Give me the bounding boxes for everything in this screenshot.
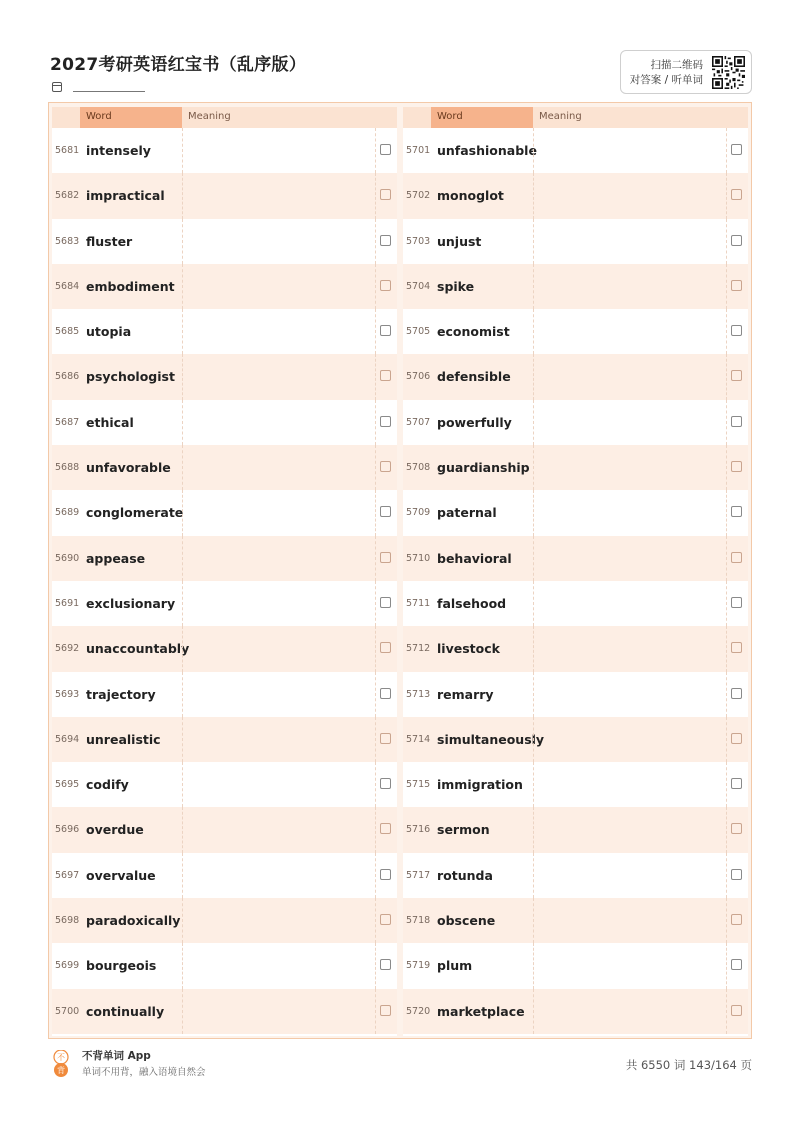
word-number: 5711	[406, 597, 431, 609]
meaning-divider	[533, 898, 534, 943]
memorized-checkbox[interactable]	[380, 235, 391, 246]
meaning-divider	[533, 309, 534, 354]
word-text: overdue	[86, 822, 144, 838]
word-number: 5718	[406, 915, 431, 927]
memorized-checkbox[interactable]	[731, 733, 742, 744]
memorized-checkbox[interactable]	[731, 325, 742, 336]
check-divider	[726, 853, 727, 898]
table-row	[403, 219, 748, 264]
table-row	[403, 807, 748, 852]
header-meaning: Meaning	[182, 107, 375, 128]
table-row	[52, 536, 397, 581]
meaning-divider	[533, 989, 534, 1034]
memorized-checkbox[interactable]	[731, 552, 742, 563]
table-row	[403, 400, 748, 445]
meaning-divider	[533, 853, 534, 898]
word-list-right	[403, 128, 748, 1034]
table-row	[52, 989, 397, 1034]
header-word: Word	[431, 107, 533, 128]
memorized-checkbox[interactable]	[380, 506, 391, 517]
word-number: 5712	[406, 643, 431, 655]
table-row	[403, 717, 748, 762]
table-row	[403, 536, 748, 581]
memorized-checkbox[interactable]	[380, 461, 391, 472]
meaning-divider	[533, 354, 534, 399]
memorized-checkbox[interactable]	[380, 778, 391, 789]
word-number: 5706	[406, 371, 431, 383]
header-word: Word	[80, 107, 182, 128]
meaning-divider	[182, 581, 183, 626]
check-divider	[375, 128, 376, 173]
table-row	[403, 490, 748, 535]
meaning-divider	[182, 989, 183, 1034]
meaning-divider	[182, 400, 183, 445]
memorized-checkbox[interactable]	[380, 597, 391, 608]
meaning-divider	[533, 173, 534, 218]
table-row	[52, 853, 397, 898]
meaning-divider	[182, 128, 183, 173]
check-divider	[726, 445, 727, 490]
check-divider	[726, 264, 727, 309]
word-text: rotunda	[437, 867, 493, 883]
meaning-divider	[182, 173, 183, 218]
word-text: simultaneously	[437, 731, 545, 747]
memorized-checkbox[interactable]	[380, 688, 391, 699]
meaning-divider	[182, 536, 183, 581]
word-text: fluster	[86, 233, 133, 249]
table-row	[52, 309, 397, 354]
memorized-checkbox[interactable]	[731, 688, 742, 699]
word-number: 5696	[55, 824, 80, 836]
memorized-checkbox[interactable]	[731, 370, 742, 381]
meaning-divider	[533, 581, 534, 626]
word-text: paradoxically	[86, 913, 181, 929]
table-row	[52, 354, 397, 399]
check-divider	[726, 128, 727, 173]
check-divider	[726, 354, 727, 399]
qr-code-icon[interactable]	[712, 56, 745, 89]
word-text: unfashionable	[437, 143, 537, 158]
check-divider	[375, 219, 376, 264]
word-text: defensible	[437, 369, 511, 385]
memorized-checkbox[interactable]	[731, 869, 742, 880]
word-number: 5716	[406, 824, 431, 836]
calendar-icon	[52, 82, 62, 92]
memorized-checkbox[interactable]	[380, 144, 391, 155]
meaning-divider	[182, 943, 183, 988]
check-divider	[726, 309, 727, 354]
word-text: codify	[86, 777, 129, 793]
header-number-cell	[403, 107, 431, 128]
memorized-checkbox[interactable]	[380, 642, 391, 653]
table-row	[52, 128, 397, 173]
table-row	[52, 762, 397, 807]
word-text: conglomerate	[86, 505, 184, 521]
memorized-checkbox[interactable]	[380, 823, 391, 834]
meaning-divider	[533, 264, 534, 309]
meaning-divider	[533, 943, 534, 988]
meaning-divider	[533, 490, 534, 535]
table-row	[403, 445, 748, 490]
word-text: trajectory	[86, 686, 156, 702]
memorized-checkbox[interactable]	[731, 506, 742, 517]
qr-caption-line2: 对答案 / 听单词	[629, 74, 703, 86]
vocabulary-panel-left	[52, 107, 397, 1036]
word-number: 5692	[55, 643, 80, 655]
check-divider	[726, 807, 727, 852]
meaning-divider	[182, 309, 183, 354]
table-row	[52, 490, 397, 535]
meaning-divider	[182, 898, 183, 943]
meaning-divider	[533, 536, 534, 581]
meaning-divider	[182, 717, 183, 762]
check-divider	[375, 898, 376, 943]
word-number: 5698	[55, 915, 80, 927]
word-number: 5699	[55, 960, 80, 972]
header-meaning: Meaning	[533, 107, 726, 128]
meaning-divider	[533, 807, 534, 852]
word-text: bourgeois	[86, 958, 157, 974]
meaning-divider	[533, 672, 534, 717]
check-divider	[375, 581, 376, 626]
word-number: 5683	[55, 235, 80, 247]
meaning-divider	[182, 264, 183, 309]
memorized-checkbox[interactable]	[380, 959, 391, 970]
table-row	[403, 762, 748, 807]
meaning-divider	[182, 672, 183, 717]
check-divider	[726, 490, 727, 535]
table-row	[403, 128, 748, 173]
check-divider	[726, 400, 727, 445]
word-text: impractical	[86, 188, 165, 204]
meaning-divider	[533, 128, 534, 173]
check-divider	[375, 490, 376, 535]
word-text: economist	[437, 324, 510, 340]
word-number: 5695	[55, 779, 80, 791]
check-divider	[726, 219, 727, 264]
check-divider	[726, 898, 727, 943]
table-row	[403, 581, 748, 626]
logo-char-bottom: 背	[57, 1066, 65, 1075]
table-row	[403, 898, 748, 943]
memorized-checkbox[interactable]	[380, 552, 391, 563]
table-header-right	[403, 107, 748, 128]
word-text: behavioral	[437, 550, 512, 566]
meaning-divider	[182, 490, 183, 535]
date-blank-line[interactable]	[73, 82, 145, 92]
meaning-divider	[533, 626, 534, 671]
word-number: 5715	[406, 779, 431, 791]
app-logo-icon	[50, 1050, 72, 1078]
word-text: remarry	[437, 686, 494, 702]
word-text: marketplace	[437, 1003, 525, 1019]
word-text: falsehood	[437, 595, 507, 611]
memorized-checkbox[interactable]	[731, 461, 742, 472]
word-number: 5686	[55, 371, 80, 383]
check-divider	[375, 400, 376, 445]
check-divider	[726, 626, 727, 671]
table-row	[52, 173, 397, 218]
check-divider	[375, 717, 376, 762]
check-divider	[726, 536, 727, 581]
table-row	[403, 853, 748, 898]
word-number: 5717	[406, 869, 431, 881]
memorized-checkbox[interactable]	[731, 235, 742, 246]
table-row	[403, 672, 748, 717]
app-slogan: 单词不用背，融入语境自然会	[82, 1067, 206, 1078]
memorized-checkbox[interactable]	[731, 280, 742, 291]
word-number: 5708	[406, 462, 431, 474]
memorized-checkbox[interactable]	[380, 733, 391, 744]
meaning-divider	[182, 762, 183, 807]
memorized-checkbox[interactable]	[380, 914, 391, 925]
table-row	[52, 943, 397, 988]
check-divider	[726, 943, 727, 988]
word-text: immigration	[437, 777, 523, 793]
word-text: guardianship	[437, 460, 530, 476]
word-text: unrealistic	[86, 731, 161, 747]
table-row	[403, 989, 748, 1034]
meaning-divider	[182, 219, 183, 264]
memorized-checkbox[interactable]	[731, 914, 742, 925]
check-divider	[375, 762, 376, 807]
word-number: 5710	[406, 552, 431, 564]
check-divider	[375, 672, 376, 717]
word-number: 5720	[406, 1005, 431, 1017]
word-text: exclusionary	[86, 595, 176, 611]
table-row	[403, 626, 748, 671]
vocabulary-panel-right	[403, 107, 748, 1036]
check-divider	[375, 445, 376, 490]
table-row	[52, 581, 397, 626]
check-divider	[726, 717, 727, 762]
word-number: 5704	[406, 280, 431, 292]
word-number: 5700	[55, 1005, 80, 1017]
check-divider	[375, 807, 376, 852]
memorized-checkbox[interactable]	[380, 869, 391, 880]
meaning-divider	[533, 219, 534, 264]
table-row	[52, 400, 397, 445]
meaning-divider	[182, 807, 183, 852]
meaning-divider	[182, 354, 183, 399]
word-text: ethical	[86, 414, 134, 430]
check-divider	[375, 536, 376, 581]
meaning-divider	[533, 445, 534, 490]
table-row	[52, 672, 397, 717]
word-number: 5693	[55, 688, 80, 700]
word-text: paternal	[437, 505, 497, 521]
word-text: embodiment	[86, 278, 175, 294]
word-number: 5701	[406, 145, 431, 156]
meaning-divider	[182, 445, 183, 490]
memorized-checkbox[interactable]	[380, 325, 391, 336]
table-row	[52, 264, 397, 309]
table-row	[52, 445, 397, 490]
word-number: 5719	[406, 960, 431, 972]
word-number: 5684	[55, 280, 80, 292]
memorized-checkbox[interactable]	[731, 1005, 742, 1016]
word-number: 5689	[55, 507, 80, 519]
word-text: unaccountably	[86, 641, 190, 657]
word-text: unfavorable	[86, 460, 171, 476]
table-row	[52, 626, 397, 671]
word-text: psychologist	[86, 369, 175, 385]
table-row	[403, 309, 748, 354]
memorized-checkbox[interactable]	[380, 370, 391, 381]
memorized-checkbox[interactable]	[380, 189, 391, 200]
word-text: monoglot	[437, 188, 504, 204]
table-header-left	[52, 107, 397, 128]
meaning-divider	[533, 717, 534, 762]
app-name: 不背单词 App	[82, 1050, 151, 1062]
check-divider	[375, 309, 376, 354]
word-number: 5691	[55, 597, 80, 609]
word-number: 5713	[406, 688, 431, 700]
word-text: spike	[437, 278, 475, 294]
memorized-checkbox[interactable]	[731, 642, 742, 653]
table-row	[52, 717, 397, 762]
check-divider	[726, 173, 727, 218]
memorized-checkbox[interactable]	[731, 189, 742, 200]
table-row	[52, 219, 397, 264]
check-divider	[726, 989, 727, 1034]
check-divider	[375, 173, 376, 218]
table-row	[403, 943, 748, 988]
memorized-checkbox[interactable]	[731, 597, 742, 608]
meaning-divider	[533, 400, 534, 445]
memorized-checkbox[interactable]	[731, 416, 742, 427]
page-header	[50, 48, 752, 96]
word-number: 5697	[55, 869, 80, 881]
word-text: unjust	[437, 233, 482, 249]
word-number: 5687	[55, 416, 80, 428]
word-text: appease	[86, 550, 146, 566]
page-counter: 共 6550 词 143/164 页	[625, 1058, 752, 1072]
memorized-checkbox[interactable]	[380, 416, 391, 427]
vocabulary-table-frame	[48, 102, 752, 1039]
word-number: 5690	[55, 552, 80, 564]
memorized-checkbox[interactable]	[731, 778, 742, 789]
word-list-left	[52, 128, 397, 1034]
qr-code-panel[interactable]	[620, 50, 752, 94]
word-number: 5705	[406, 326, 431, 338]
check-divider	[375, 354, 376, 399]
word-text: intensely	[86, 143, 151, 158]
header-check-cell	[726, 107, 748, 128]
word-number: 5688	[55, 462, 80, 474]
word-text: sermon	[437, 822, 490, 838]
memorized-checkbox[interactable]	[731, 959, 742, 970]
word-text: continually	[86, 1003, 165, 1019]
page-footer	[50, 1048, 752, 1080]
meaning-divider	[182, 853, 183, 898]
word-text: overvalue	[86, 867, 156, 883]
word-number: 5702	[406, 190, 431, 202]
word-number: 5685	[55, 326, 80, 338]
table-row	[403, 354, 748, 399]
word-number: 5703	[406, 235, 431, 247]
check-divider	[375, 989, 376, 1034]
logo-char-top: 不	[57, 1053, 65, 1062]
header-check-cell	[375, 107, 397, 128]
check-divider	[375, 264, 376, 309]
meaning-divider	[182, 626, 183, 671]
qr-caption	[630, 58, 703, 88]
check-divider	[726, 762, 727, 807]
word-text: livestock	[437, 641, 500, 657]
qr-caption-line1: 扫描二维码	[650, 59, 703, 71]
memorized-checkbox[interactable]	[380, 1005, 391, 1016]
meaning-divider	[533, 762, 534, 807]
date-field[interactable]	[52, 82, 145, 92]
memorized-checkbox[interactable]	[380, 280, 391, 291]
check-divider	[375, 943, 376, 988]
check-divider	[375, 853, 376, 898]
word-number: 5682	[55, 190, 80, 202]
header-number-cell	[52, 107, 80, 128]
word-text: utopia	[86, 324, 132, 340]
check-divider	[375, 626, 376, 671]
table-row	[403, 173, 748, 218]
word-text: plum	[437, 958, 473, 974]
word-number: 5681	[55, 145, 80, 156]
word-number: 5707	[406, 416, 431, 428]
check-divider	[726, 672, 727, 717]
word-text: powerfully	[437, 414, 512, 430]
page-title: 2027考研英语红宝书（乱序版）	[50, 55, 307, 75]
memorized-checkbox[interactable]	[731, 144, 742, 155]
table-row	[52, 807, 397, 852]
word-number: 5709	[406, 507, 431, 519]
word-text: obscene	[437, 913, 496, 929]
table-row	[403, 264, 748, 309]
table-row	[52, 898, 397, 943]
check-divider	[726, 581, 727, 626]
word-number: 5714	[406, 733, 431, 745]
word-number: 5694	[55, 733, 80, 745]
memorized-checkbox[interactable]	[731, 823, 742, 834]
